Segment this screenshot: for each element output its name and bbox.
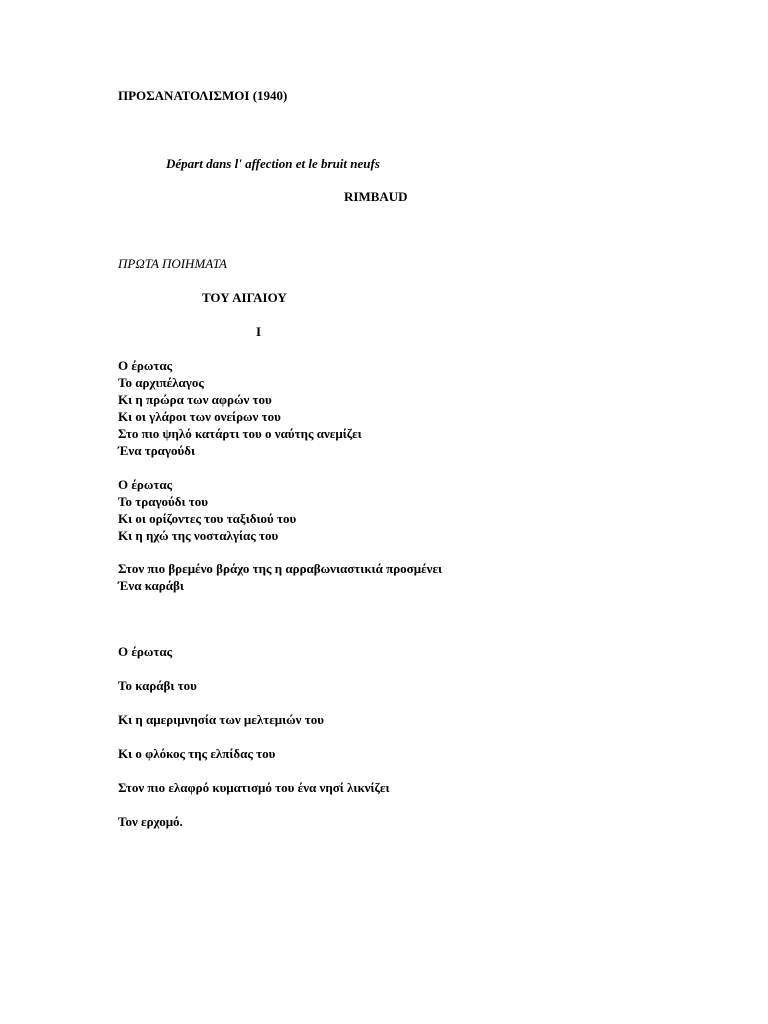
verse-line: Το αρχιπέλαγος xyxy=(118,375,204,390)
poem-title: ΤΟΥ ΑΙΓΑΙΟΥ xyxy=(202,290,287,305)
verse-line: Στο πιο ψηλό κατάρτι του ο ναύτης ανεμίζει xyxy=(118,426,362,441)
verse-line: Ένα τραγούδι xyxy=(118,443,196,458)
verse-line: Το τραγούδι του xyxy=(118,494,209,509)
verse-line: Στον πιο ελαφρό κυματισμό του ένα νησί λικνίζει xyxy=(118,780,390,795)
verse-line: Κι η ηχώ της νοσταλγίας του xyxy=(118,528,279,543)
verse-line: Το καράβι του xyxy=(118,678,197,693)
verse-line: Στον πιο βρεμένο βράχο της η αρραβωνιαστικιά προσμένει xyxy=(118,561,443,576)
stanza-3 xyxy=(118,560,442,594)
verse-line: Ο έρωτας xyxy=(118,477,173,492)
verse-line: Ο έρωτας xyxy=(118,644,173,659)
epigraph-author: RIMBAUD xyxy=(344,189,408,204)
stanza-2 xyxy=(118,476,296,544)
verse-line: Κι η αμεριμνησία των μελτεμιών του xyxy=(118,712,324,727)
book-title: ΠΡΟΣΑΝΑΤΟΛΙΣΜΟΙ (1940) xyxy=(118,88,288,103)
verse-line: Ο έρωτας xyxy=(118,358,173,373)
verse-line: Κι ο φλόκος της ελπίδας του xyxy=(118,746,276,761)
verse-line: Κι η πρώρα των αφρών του xyxy=(118,392,272,407)
stanza-1 xyxy=(118,357,362,459)
poem-numeral: Ι xyxy=(256,324,262,339)
stanza-4 xyxy=(118,644,389,848)
verse-line: Κι οι γλάροι των ονείρων του xyxy=(118,409,281,424)
verse-line: Ένα καράβι xyxy=(118,578,184,593)
verse-line: Κι οι ορίζοντες του ταξιδιού του xyxy=(118,511,297,526)
verse-line: Τον ερχομό. xyxy=(118,814,183,829)
section-heading: ΠΡΩΤΑ ΠΟΙΗΜΑΤΑ xyxy=(118,256,227,271)
epigraph-quote: Départ dans l' affection et le bruit neufs xyxy=(166,156,380,171)
